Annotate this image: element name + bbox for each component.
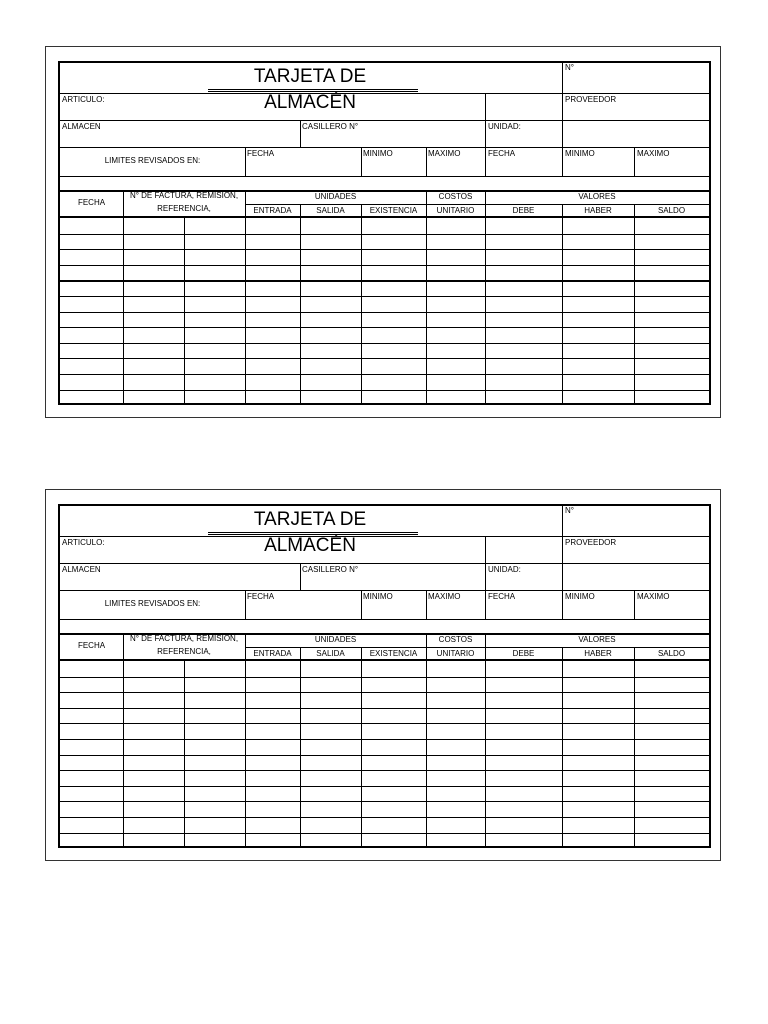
limite-maximo-1: MAXIMO (428, 592, 461, 601)
limite-minimo-2: MINIMO (565, 149, 595, 158)
column-rule (300, 218, 301, 405)
col-valores: VALORES (578, 635, 616, 644)
table-row[interactable] (60, 817, 709, 833)
limite-fecha-1: FECHA (247, 592, 275, 601)
col-haber: HABER (584, 649, 612, 658)
table-row[interactable] (60, 280, 709, 296)
col-entrada: ENTRADA (253, 206, 292, 215)
column-rule (184, 218, 185, 405)
table-row[interactable] (60, 265, 709, 281)
col-unidades: UNIDADES (314, 635, 357, 644)
limite-fecha-2: FECHA (488, 149, 516, 158)
card-frame (58, 61, 711, 405)
table-row[interactable] (60, 786, 709, 802)
table-row[interactable] (60, 296, 709, 312)
column-rule (245, 661, 246, 848)
col-factura-2: REFERENCIA, (157, 204, 211, 213)
col-existencia: EXISTENCIA (369, 206, 418, 215)
table-row[interactable] (60, 343, 709, 359)
column-rule (485, 218, 486, 405)
col-saldo: SALDO (657, 649, 686, 658)
limite-fecha-2: FECHA (488, 592, 516, 601)
table-row[interactable] (60, 358, 709, 374)
limite-maximo-2: MAXIMO (637, 592, 670, 601)
table-row[interactable] (60, 327, 709, 343)
column-rule (562, 218, 563, 405)
col-valores: VALORES (578, 192, 616, 201)
title-underline (208, 532, 418, 533)
column-rule (123, 661, 124, 848)
column-rule (562, 661, 563, 848)
col-unidades: UNIDADES (314, 192, 357, 201)
card-title: TARJETA DE ALMACÉN (253, 509, 367, 556)
column-rule (361, 661, 362, 848)
column-rule (634, 218, 635, 405)
col-unitario: UNITARIO (436, 206, 475, 215)
proveedor-label: PROVEEDOR (565, 95, 617, 104)
numero-label: N° (565, 506, 574, 515)
table-row[interactable] (60, 833, 709, 849)
table-row[interactable] (60, 677, 709, 693)
casillero-label: CASILLERO N° (302, 565, 359, 574)
col-factura-1: N° DE FACTURA, REMISION, (129, 191, 239, 200)
articulo-label: ARTICULO: (62, 95, 105, 104)
title-underline (208, 89, 418, 90)
table-row[interactable] (60, 692, 709, 708)
col-existencia: EXISTENCIA (369, 649, 418, 658)
numero-label: N° (565, 63, 574, 72)
col-fecha: FECHA (77, 198, 106, 207)
table-row[interactable] (60, 234, 709, 250)
limite-maximo-1: MAXIMO (428, 149, 461, 158)
column-rule (123, 218, 124, 405)
col-costos: COSTOS (438, 635, 473, 644)
almacen-label: ALMACEN (62, 122, 101, 131)
table-row[interactable] (60, 390, 709, 406)
col-salida: SALIDA (316, 649, 345, 658)
col-fecha: FECHA (77, 641, 106, 650)
col-debe: DEBE (512, 649, 535, 658)
column-rule (426, 218, 427, 405)
column-rule (300, 661, 301, 848)
limite-minimo-1: MINIMO (363, 592, 393, 601)
column-rule (361, 218, 362, 405)
table-row[interactable] (60, 739, 709, 755)
card-title: TARJETA DE ALMACÉN (253, 66, 367, 113)
col-factura-1: N° DE FACTURA, REMISION, (129, 634, 239, 643)
proveedor-label: PROVEEDOR (565, 538, 617, 547)
warehouse-card (45, 489, 721, 861)
limite-fecha-1: FECHA (247, 149, 275, 158)
limite-minimo-2: MINIMO (565, 592, 595, 601)
limite-minimo-1: MINIMO (363, 149, 393, 158)
col-salida: SALIDA (316, 206, 345, 215)
title-underline (208, 91, 418, 92)
col-factura-2: REFERENCIA, (157, 647, 211, 656)
warehouse-card (45, 46, 721, 418)
col-debe: DEBE (512, 206, 535, 215)
table-row[interactable] (60, 770, 709, 786)
title-underline (208, 534, 418, 535)
column-rule (184, 661, 185, 848)
table-row[interactable] (60, 708, 709, 724)
table-row[interactable] (60, 218, 709, 234)
table-row[interactable] (60, 312, 709, 328)
table-row[interactable] (60, 801, 709, 817)
column-rule (485, 661, 486, 848)
casillero-label: CASILLERO N° (302, 122, 359, 131)
card-frame (58, 504, 711, 848)
unidad-label: UNIDAD: (488, 565, 521, 574)
col-saldo: SALDO (657, 206, 686, 215)
table-row[interactable] (60, 249, 709, 265)
column-rule (245, 218, 246, 405)
col-entrada: ENTRADA (253, 649, 292, 658)
unidad-label: UNIDAD: (488, 122, 521, 131)
limites-label: LIMITES REVISADOS EN: (104, 156, 201, 165)
table-row[interactable] (60, 661, 709, 677)
table-row[interactable] (60, 723, 709, 739)
column-rule (634, 661, 635, 848)
col-haber: HABER (584, 206, 612, 215)
col-costos: COSTOS (438, 192, 473, 201)
limite-maximo-2: MAXIMO (637, 149, 670, 158)
table-row[interactable] (60, 755, 709, 771)
almacen-label: ALMACEN (62, 565, 101, 574)
table-row[interactable] (60, 374, 709, 390)
column-rule (426, 661, 427, 848)
limites-label: LIMITES REVISADOS EN: (104, 599, 201, 608)
col-unitario: UNITARIO (436, 649, 475, 658)
articulo-label: ARTICULO: (62, 538, 105, 547)
